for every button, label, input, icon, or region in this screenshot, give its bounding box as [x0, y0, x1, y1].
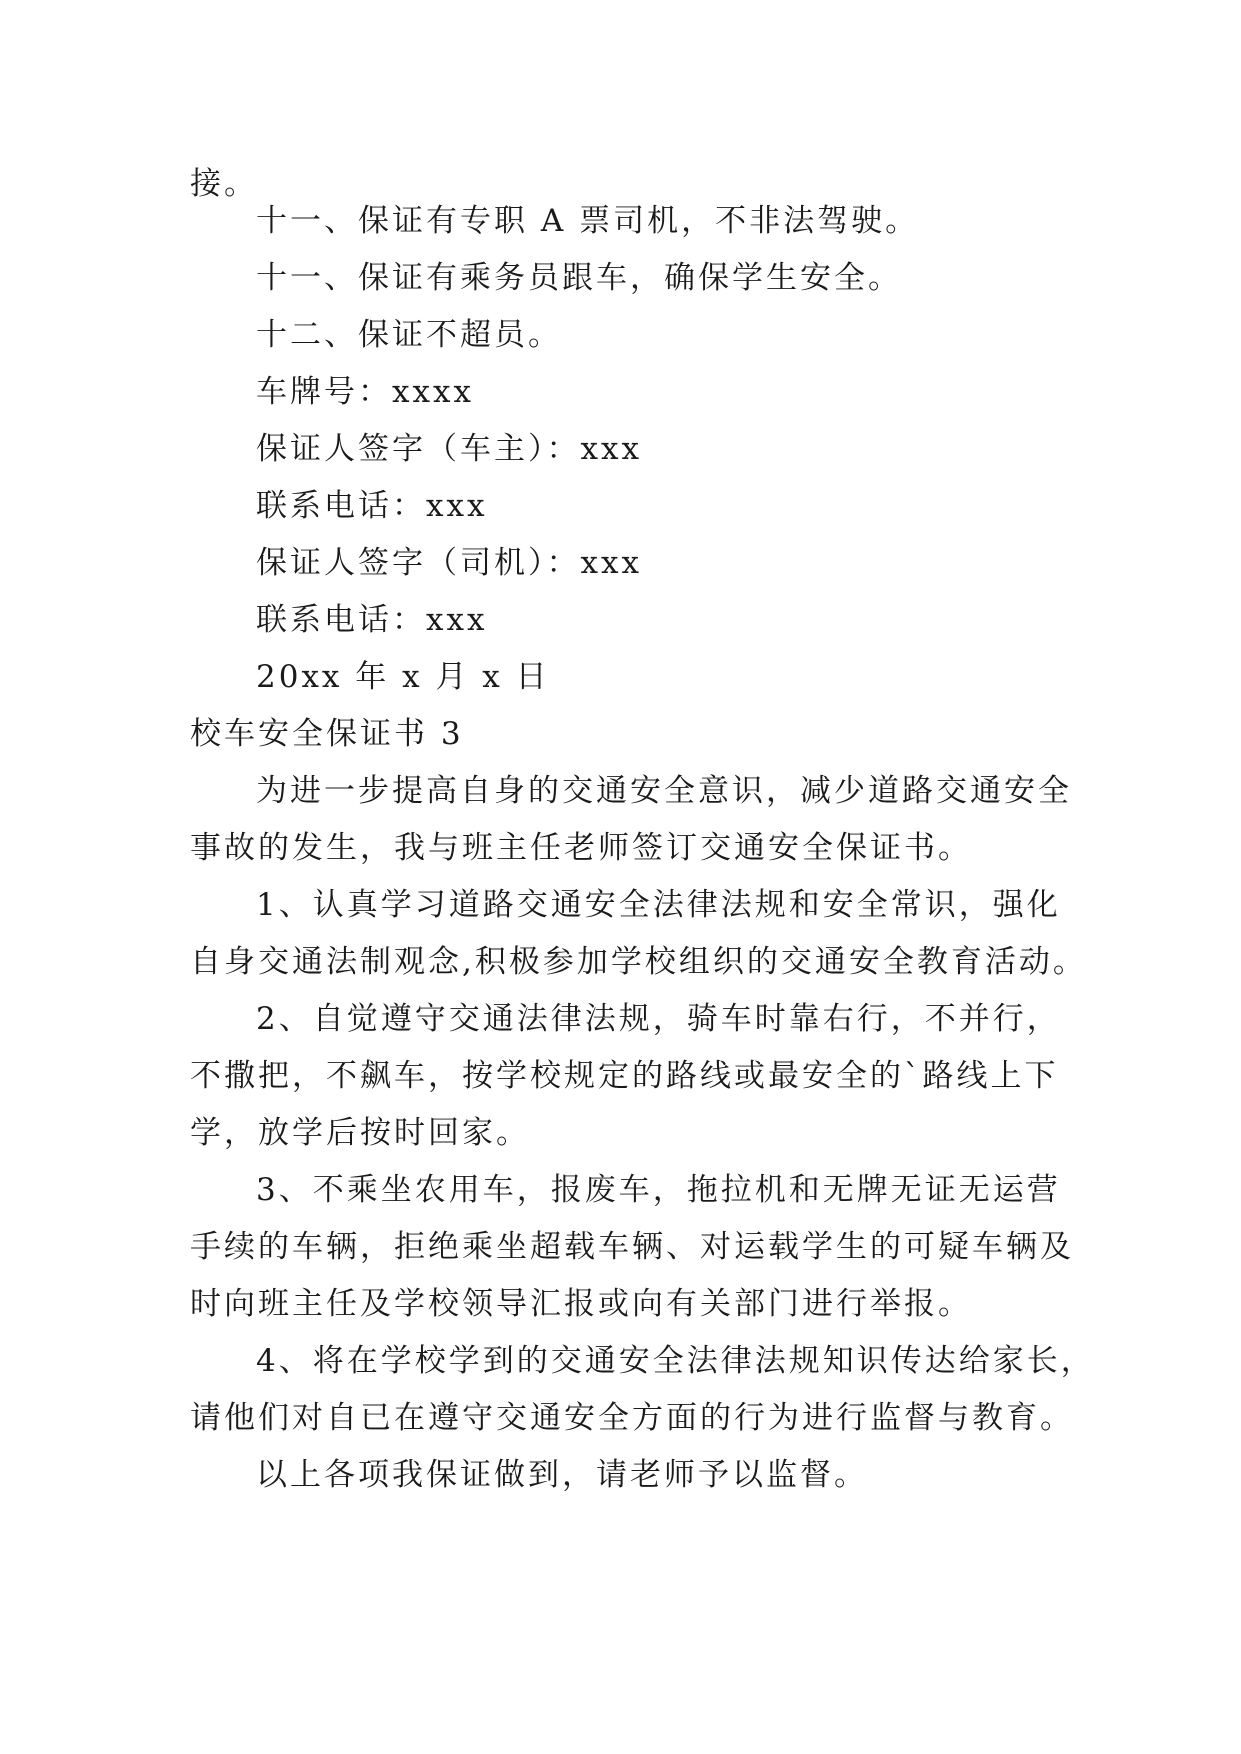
text-line: 以上各项我保证做到，请老师予以监督。: [256, 1457, 868, 1493]
text-line: 不撒把，不飙车，按学校规定的路线或最安全的`路线上下: [190, 1058, 1059, 1094]
text-line: 事故的发生，我与班主任老师签订交通安全保证书。: [190, 830, 972, 866]
text-line: 十一、保证有乘务员跟车，确保学生安全。: [256, 260, 902, 296]
text-line: 车牌号：xxxx: [256, 374, 474, 410]
text-line: 4、将在学校学到的交通安全法律法规知识传达给家长，: [256, 1343, 1095, 1379]
text-line: 为进一步提高自身的交通安全意识，减少道路交通安全: [256, 773, 1072, 809]
text-line: 2、自觉遵守交通法律法规，骑车时靠右行，不并行，: [256, 1001, 1061, 1037]
section-title: 校车安全保证书 3: [190, 716, 464, 752]
text-line: 手续的车辆，拒绝乘坐超载车辆、对运载学生的可疑车辆及: [190, 1229, 1074, 1265]
text-line: 接。: [190, 166, 258, 202]
text-line: 十一、保证有专职 A 票司机，不非法驾驶。: [256, 203, 920, 239]
text-line: 联系电话：xxx: [256, 602, 488, 638]
text-line: 十二、保证不超员。: [256, 317, 562, 353]
text-line: 20xx 年 x 月 x 日: [256, 659, 550, 695]
text-line: 联系电话：xxx: [256, 488, 488, 524]
text-line: 学，放学后按时回家。: [190, 1115, 530, 1151]
text-line: 自身交通法制观念,积极参加学校组织的交通安全教育活动。: [190, 944, 1087, 980]
text-line: 3、不乘坐农用车，报废车，拖拉机和无牌无证无运营: [256, 1172, 1061, 1208]
text-line: 保证人签字（司机）：xxx: [256, 545, 642, 581]
text-line: 保证人签字（车主）：xxx: [256, 431, 642, 467]
text-line: 1、认真学习道路交通安全法律法规和安全常识，强化: [256, 887, 1061, 923]
text-line: 请他们对自已在遵守交通安全方面的行为进行监督与教育。: [190, 1400, 1074, 1436]
text-line: 时向班主任及学校领导汇报或向有关部门进行举报。: [190, 1286, 972, 1322]
